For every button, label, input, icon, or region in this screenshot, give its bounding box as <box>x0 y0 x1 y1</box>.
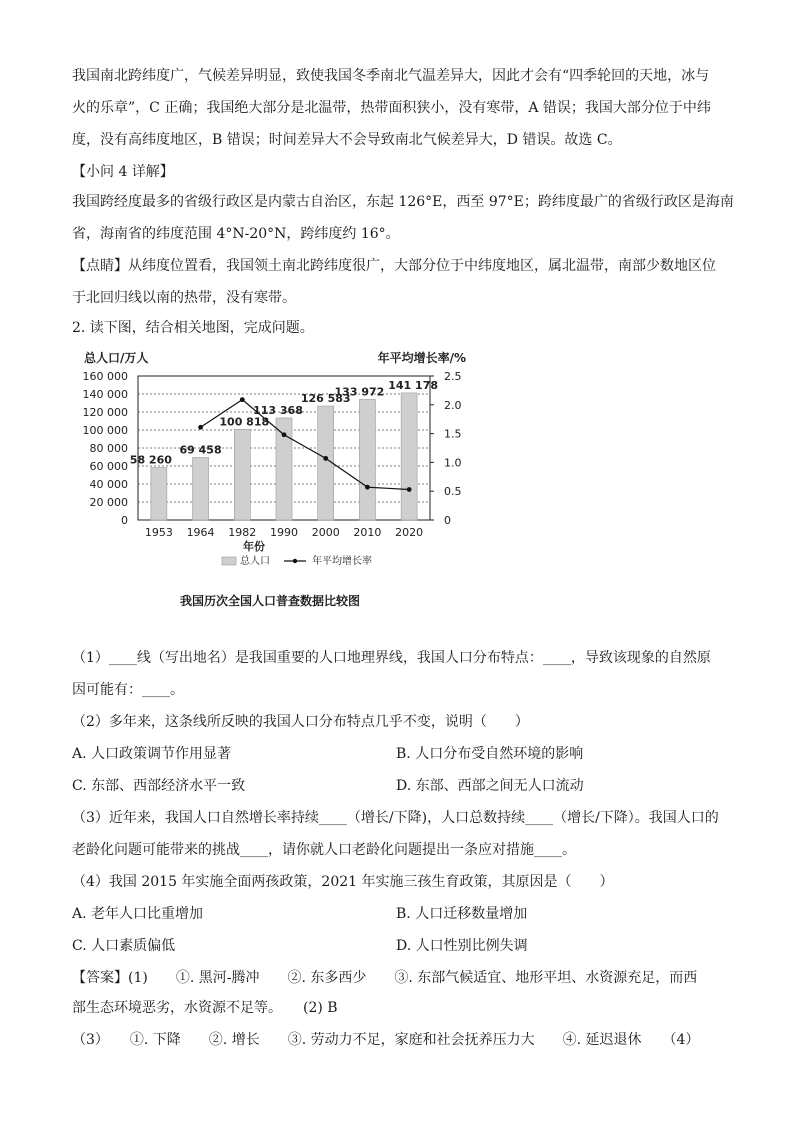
question-intro: 2. 读下图，结合相关地图，完成问题。 <box>72 320 314 336</box>
y-tick-label-right: 2.0 <box>444 398 462 412</box>
legend-label: 年平均增长率 <box>312 556 372 567</box>
x-tick-label: 1953 <box>144 526 173 539</box>
population-bar <box>318 406 334 520</box>
y-tick-label-left: 40 000 <box>89 478 128 491</box>
y-tick-label-left: 160 000 <box>82 370 128 383</box>
bar-value-label: 126 583 <box>300 392 351 406</box>
y-tick-label-left: 0 <box>121 514 128 527</box>
option-b: B. 人口分布受自然环境的影响 <box>396 746 584 762</box>
legend-bar-swatch <box>222 557 236 565</box>
question-4: （4）我国 2015 年实施全面两孩政策，2021 年实施三孩生育政策，其原因是（ ） <box>72 874 614 890</box>
growth-rate-point <box>407 487 412 492</box>
x-tick-label: 1990 <box>270 526 298 539</box>
bar-value-label: 133 972 <box>334 385 385 399</box>
y-tick-label-left: 120 000 <box>82 406 128 419</box>
section-heading: 【小问 4 详解】 <box>72 164 174 180</box>
x-tick-label: 2000 <box>311 526 340 539</box>
question-1-cont: 因可能有：____。 <box>72 682 184 698</box>
y-axis-title-right: 年平均增长率/% <box>377 351 466 365</box>
y-tick-label-left: 20 000 <box>89 496 128 509</box>
legend-line-marker <box>293 559 297 563</box>
text-line: 【点睛】从纬度位置看，我国领土南北跨纬度很广，大部分位于中纬度地区，属北温带，南部少数地区位 <box>72 258 716 274</box>
text-line: 我国南北跨纬度广，气候差异明显，致使我国冬季南北气温差异大，因此才会有“四季轮回的天地，冰与 <box>72 68 710 84</box>
y-tick-label-left: 80 000 <box>89 442 128 455</box>
growth-rate-point <box>365 485 370 490</box>
bar-value-label: 100 818 <box>219 415 270 429</box>
x-tick-label: 1964 <box>186 526 215 539</box>
text-line: 我国跨经度最多的省级行政区是内蒙古自治区，东起 126°E，西至 97°E；跨纬度最广的省级行政区是海南 <box>72 194 734 210</box>
x-tick-label: 1982 <box>228 526 257 539</box>
text-line: 省，海南省的纬度范围 4°N-20°N，跨纬度约 16°。 <box>72 226 400 242</box>
population-bar <box>151 468 167 520</box>
y-tick-label-left: 60 000 <box>89 460 128 473</box>
x-tick-label: 2010 <box>353 526 382 539</box>
x-tick-label: 2020 <box>395 526 424 539</box>
y-tick-label-left: 140 000 <box>82 388 128 401</box>
population-chart <box>72 344 472 572</box>
bar-value-label: 58 260 <box>129 453 172 467</box>
option-c: C. 人口素质偏低 <box>72 938 176 954</box>
answer-line: （3） ①. 下降 ②. 增长 ③. 劳动力不足，家庭和社会抚养压力大 ④. 延迟退休 （4） <box>72 1032 700 1048</box>
growth-rate-point <box>323 456 328 461</box>
question-3: （3）近年来，我国人口自然增长率持续____（增长/下降)，人口总数持续____（增长/下降）。我国人口的 <box>72 810 719 826</box>
y-tick-label-right: 1.5 <box>444 427 462 441</box>
text-line: 火的乐章”，C 正确；我国绝大部分是北温带，热带面积狭小，没有寒带，A 错误；我国大部分位于中纬 <box>72 100 711 116</box>
population-bar <box>401 393 417 520</box>
growth-rate-point <box>240 397 245 402</box>
bar-value-label: 69 458 <box>179 443 222 457</box>
answer-line: 【答案】(1) ①. 黑河-腾冲 ②. 东多西少 ③. 东部气候适宜、地形平坦、水资源充足，而西 <box>72 970 698 986</box>
question-1: （1）____线（写出地名）是我国重要的人口地理界线，我国人口分布特点：____，导致该现象的自然原 <box>72 650 711 666</box>
y-axis-title-left: 总人口/万人 <box>84 351 149 365</box>
text-line: 于北回归线以南的热带，没有寒带。 <box>72 290 296 306</box>
option-d: D. 人口性别比例失调 <box>396 938 528 954</box>
population-bar <box>234 429 250 520</box>
bar-value-label: 113 368 <box>253 403 303 417</box>
population-bar <box>193 457 209 520</box>
answer-line: 部生态环境恶劣，水资源不足等。 (2) B <box>72 1000 338 1016</box>
text-line: 度，没有高纬度地区，B 错误；时间差异大不会导致南北气候差异大，D 错误。故选 C。 <box>72 132 622 148</box>
option-d: D. 东部、西部之间无人口流动 <box>396 778 584 794</box>
legend-label: 总人口 <box>240 556 270 567</box>
y-tick-label-left: 100 000 <box>82 424 128 437</box>
growth-rate-point <box>282 432 287 437</box>
y-tick-label-right: 0 <box>444 514 451 527</box>
chart-title: 我国历次全国人口普查数据比较图 <box>180 594 361 608</box>
y-tick-label-right: 0.5 <box>444 485 462 499</box>
question-2: （2）多年来，这条线所反映的我国人口分布特点几乎不变，说明（ ） <box>72 714 529 730</box>
question-3-cont: 老龄化问题可能带来的挑战____，请你就人口老龄化问题提出一条应对措施____。 <box>72 842 576 858</box>
option-a: A. 老年人口比重增加 <box>72 906 204 922</box>
y-tick-label-right: 2.5 <box>444 370 462 383</box>
x-axis-title: 年份 <box>243 540 265 553</box>
bar-value-label: 141 178 <box>388 378 439 392</box>
chart-svg <box>72 344 472 572</box>
option-b: B. 人口迁移数量增加 <box>396 906 528 922</box>
growth-rate-point <box>198 425 203 430</box>
population-bar <box>359 399 375 520</box>
option-c: C. 东部、西部经济水平一致 <box>72 778 246 794</box>
y-tick-label-right: 1.0 <box>444 456 462 470</box>
option-a: A. 人口政策调节作用显著 <box>72 746 232 762</box>
